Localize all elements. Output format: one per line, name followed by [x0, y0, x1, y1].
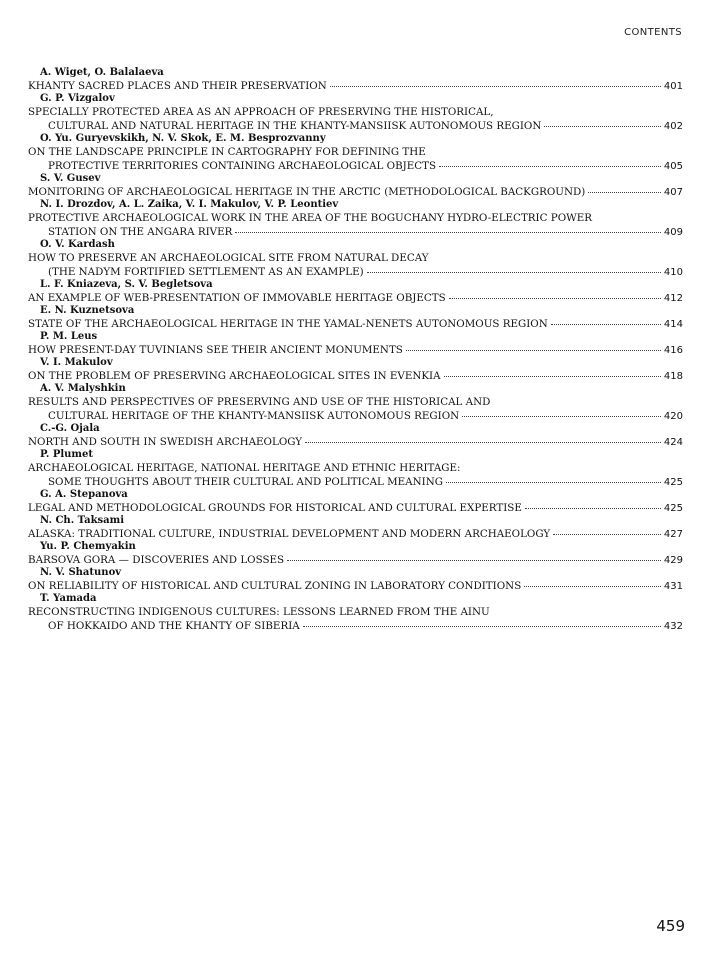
entry-title-text: AN EXAMPLE OF WEB-PRESENTATION OF IMMOVABLE HERITAGE OBJECTS: [28, 292, 446, 304]
entry-title-text: STATION ON THE ANGARA RIVER: [48, 226, 233, 238]
toc-entry: [28, 593, 683, 633]
entry-page-number: 401: [663, 81, 683, 92]
entry-title-line: [28, 265, 683, 279]
entry-authors: A. V. Malyshkin: [40, 383, 126, 394]
toc-entry: [28, 489, 683, 515]
entry-title-line: [28, 185, 683, 199]
table-of-contents: [28, 67, 683, 633]
entry-title-line: [28, 369, 683, 383]
entry-title-text: CULTURAL HERITAGE OF THE KHANTY-MANSIISK AUTONOMOUS REGION: [48, 410, 460, 422]
toc-entry: [28, 449, 683, 489]
running-header: CONTENTS: [624, 27, 682, 38]
entry-page-number: 424: [663, 437, 683, 448]
entry-page-number: 425: [663, 477, 683, 488]
entry-page-number: 425: [663, 503, 683, 514]
dot-leader: [553, 534, 661, 535]
entry-authors: E. N. Kuznetsova: [40, 305, 135, 316]
entry-title-line: [28, 527, 683, 541]
dot-leader: [305, 442, 661, 443]
toc-entry: [28, 515, 683, 541]
dot-leader: [462, 416, 661, 417]
dot-leader: [551, 324, 661, 325]
entry-title-line: [28, 475, 683, 489]
entry-title-text: NORTH AND SOUTH IN SWEDISH ARCHAEOLOGY: [28, 436, 303, 448]
dot-leader: [444, 376, 661, 377]
entry-authors: A. Wiget, O. Balalaeva: [40, 67, 164, 78]
entry-title-line: [28, 225, 683, 239]
entry-title-text: ALASKA: TRADITIONAL CULTURE, INDUSTRIAL DEVELOPMENT AND MODERN ARCHAEOLOGY: [28, 528, 551, 540]
entry-authors: N. V. Shatunov: [40, 567, 122, 578]
entry-authors: N. I. Drozdov, A. L. Zaika, V. I. Makulov, V. P. Leontiev: [40, 199, 339, 210]
entry-title-line: [28, 159, 683, 173]
entry-title-text: HOW PRESENT-DAY TUVINIANS SEE THEIR ANCIENT MONUMENTS: [28, 344, 403, 356]
entry-page-number: 407: [663, 187, 683, 198]
entry-title-text: OF HOKKAIDO AND THE KHANTY OF SIBERIA: [48, 620, 300, 632]
toc-entry: [28, 67, 683, 93]
entry-authors: P. Plumet: [40, 449, 93, 460]
entry-authors: P. M. Leus: [40, 331, 98, 342]
entry-title-text: (THE NADYM FORTIFIED SETTLEMENT AS AN EXAMPLE): [48, 266, 364, 278]
toc-entry: [28, 173, 683, 199]
entry-authors: G. P. Vizgalov: [40, 93, 115, 104]
dot-leader: [330, 86, 661, 87]
entry-authors: C.-G. Ojala: [40, 423, 100, 434]
entry-title-line: [28, 343, 683, 357]
entry-title-line: [28, 553, 683, 567]
toc-entry: [28, 133, 683, 173]
entry-authors: T. Yamada: [40, 593, 97, 604]
dot-leader: [235, 232, 661, 233]
toc-entry: [28, 239, 683, 279]
entry-title-line: [28, 409, 683, 423]
entry-title-line: [28, 317, 683, 331]
entry-page-number: 405: [663, 161, 683, 172]
toc-entry: [28, 93, 683, 133]
entry-title-line: [28, 461, 683, 475]
entry-page-number: 410: [663, 267, 683, 278]
entry-title-line: [28, 79, 683, 93]
toc-entry: [28, 279, 683, 305]
entry-title-text: ON RELIABILITY OF HISTORICAL AND CULTURAL ZONING IN LABORATORY CONDITIONS: [28, 580, 522, 592]
entry-title-text: SPECIALLY PROTECTED AREA AS AN APPROACH OF PRESERVING THE HISTORICAL,: [28, 106, 494, 118]
entry-title-line: [28, 105, 683, 119]
entry-authors: Yu. P. Chemyakin: [40, 541, 136, 552]
entry-authors: V. I. Makulov: [40, 357, 113, 368]
dot-leader: [446, 482, 661, 483]
dot-leader: [287, 560, 661, 561]
entry-title-text: ARCHAEOLOGICAL HERITAGE, NATIONAL HERITAGE AND ETHNIC HERITAGE:: [28, 462, 461, 474]
toc-entry: [28, 199, 683, 239]
entry-title-text: RECONSTRUCTING INDIGENOUS CULTURES: LESSONS LEARNED FROM THE AINU: [28, 606, 490, 618]
toc-entry: [28, 423, 683, 449]
entry-page-number: 416: [663, 345, 683, 356]
entry-title-line: [28, 251, 683, 265]
dot-leader: [367, 272, 661, 273]
entry-title-line: [28, 605, 683, 619]
entry-title-line: [28, 145, 683, 159]
entry-title-text: KHANTY SACRED PLACES AND THEIR PRESERVATION: [28, 80, 327, 92]
entry-title-line: [28, 501, 683, 515]
entry-title-text: STATE OF THE ARCHAEOLOGICAL HERITAGE IN THE YAMAL-NENETS AUTONOMOUS REGION: [28, 318, 548, 330]
toc-entry: [28, 383, 683, 423]
entry-title-text: ON THE PROBLEM OF PRESERVING ARCHAEOLOGICAL SITES IN EVENKIA: [28, 370, 441, 382]
entry-title-line: [28, 211, 683, 225]
entry-authors: S. V. Gusev: [40, 173, 101, 184]
entry-page-number: 402: [663, 121, 683, 132]
entry-title-text: ON THE LANDSCAPE PRINCIPLE IN CARTOGRAPHY FOR DEFINING THE: [28, 146, 426, 158]
dot-leader: [525, 508, 661, 509]
entry-page-number: 420: [663, 411, 683, 422]
entry-title-text: SOME THOUGHTS ABOUT THEIR CULTURAL AND POLITICAL MEANING: [48, 476, 443, 488]
entry-page-number: 429: [663, 555, 683, 566]
dot-leader: [406, 350, 661, 351]
entry-title-line: [28, 579, 683, 593]
entry-title-line: [28, 119, 683, 133]
toc-entry: [28, 357, 683, 383]
entry-title-line: [28, 395, 683, 409]
dot-leader: [303, 626, 661, 627]
entry-authors: O. Yu. Guryevskikh, N. V. Skok, E. M. Besprozvanny: [40, 133, 326, 144]
toc-entry: [28, 567, 683, 593]
dot-leader: [544, 126, 661, 127]
toc-entry: [28, 331, 683, 357]
entry-title-text: PROTECTIVE TERRITORIES CONTAINING ARCHAEOLOGICAL OBJECTS: [48, 160, 437, 172]
entry-page-number: 414: [663, 319, 683, 330]
entry-title-text: MONITORING OF ARCHAEOLOGICAL HERITAGE IN THE ARCTIC (METHODOLOGICAL BACKGROUND): [28, 186, 586, 198]
entry-authors: O. V. Kardash: [40, 239, 115, 250]
dot-leader: [449, 298, 661, 299]
entry-title-line: [28, 619, 683, 633]
entry-authors: N. Ch. Taksami: [40, 515, 125, 526]
entry-title-text: RESULTS AND PERSPECTIVES OF PRESERVING AND USE OF THE HISTORICAL AND: [28, 396, 491, 408]
entry-page-number: 412: [663, 293, 683, 304]
page-number: 459: [656, 917, 685, 935]
entry-title-text: LEGAL AND METHODOLOGICAL GROUNDS FOR HISTORICAL AND CULTURAL EXPERTISE: [28, 502, 522, 514]
toc-entry: [28, 541, 683, 567]
entry-title-line: [28, 435, 683, 449]
entry-title-text: PROTECTIVE ARCHAEOLOGICAL WORK IN THE AREA OF THE BOGUCHANY HYDRO-ELECTRIC POWER: [28, 212, 593, 224]
entry-title-text: BARSOVA GORA — DISCOVERIES AND LOSSES: [28, 554, 285, 566]
entry-title-text: HOW TO PRESERVE AN ARCHAEOLOGICAL SITE FROM NATURAL DECAY: [28, 252, 429, 264]
entry-page-number: 427: [663, 529, 683, 540]
dot-leader: [439, 166, 661, 167]
dot-leader: [588, 192, 661, 193]
entry-page-number: 409: [663, 227, 683, 238]
entry-authors: G. A. Stepanova: [40, 489, 128, 500]
entry-page-number: 418: [663, 371, 683, 382]
entry-page-number: 431: [663, 581, 683, 592]
dot-leader: [524, 586, 661, 587]
entry-page-number: 432: [663, 621, 683, 632]
toc-entry: [28, 305, 683, 331]
entry-authors: L. F. Kniazeva, S. V. Begletsova: [40, 279, 213, 290]
entry-title-text: CULTURAL AND NATURAL HERITAGE IN THE KHANTY-MANSIISK AUTONOMOUS REGION: [48, 120, 542, 132]
entry-title-line: [28, 291, 683, 305]
